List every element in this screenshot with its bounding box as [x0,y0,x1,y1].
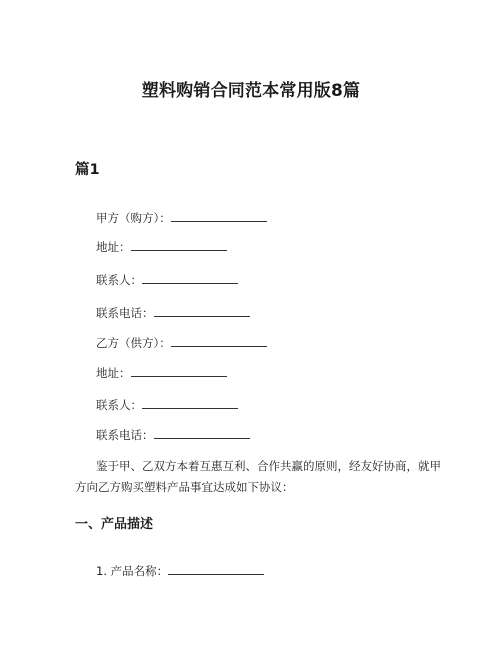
fill-blank [131,365,227,377]
field-label: 联系人： [96,273,142,287]
fill-blank [131,239,227,251]
field-label: 联系电话： [96,306,154,320]
field-label: 地址： [96,366,131,380]
fill-blank [154,305,250,317]
document-title: 塑料购销合同范本常用版8篇 [141,81,361,101]
party-a-contact-field [96,272,238,288]
field-label: 联系人： [96,398,142,412]
fill-blank [142,272,238,284]
party-b-address-field [96,365,227,381]
fill-blank [168,563,264,575]
fill-blank [142,397,238,409]
fill-blank [154,427,250,439]
party-b-field [96,335,267,351]
list-item [96,563,264,579]
field-label: 甲方（购方）： [96,211,171,225]
party-b-contact-field [96,397,238,413]
field-label: 联系电话： [96,428,154,442]
field-label: 乙方（供方）： [96,336,171,350]
party-a-address-field [96,239,227,255]
list-item-label: 1. 产品名称： [96,564,169,578]
subsection-heading: 一、产品描述 [75,517,154,532]
party-a-field [96,210,267,226]
intro-paragraph: 鉴于甲、乙双方本着互惠互利、合作共赢的原则，经友好协商，就甲方向乙方购买塑料产品事宜达成如下协议： [75,459,441,494]
party-a-phone-field [96,305,250,321]
fill-blank [171,335,267,347]
field-label: 地址： [96,240,131,254]
fill-blank [171,210,267,222]
section-heading: 篇1 [75,162,100,178]
party-b-phone-field [96,427,250,443]
